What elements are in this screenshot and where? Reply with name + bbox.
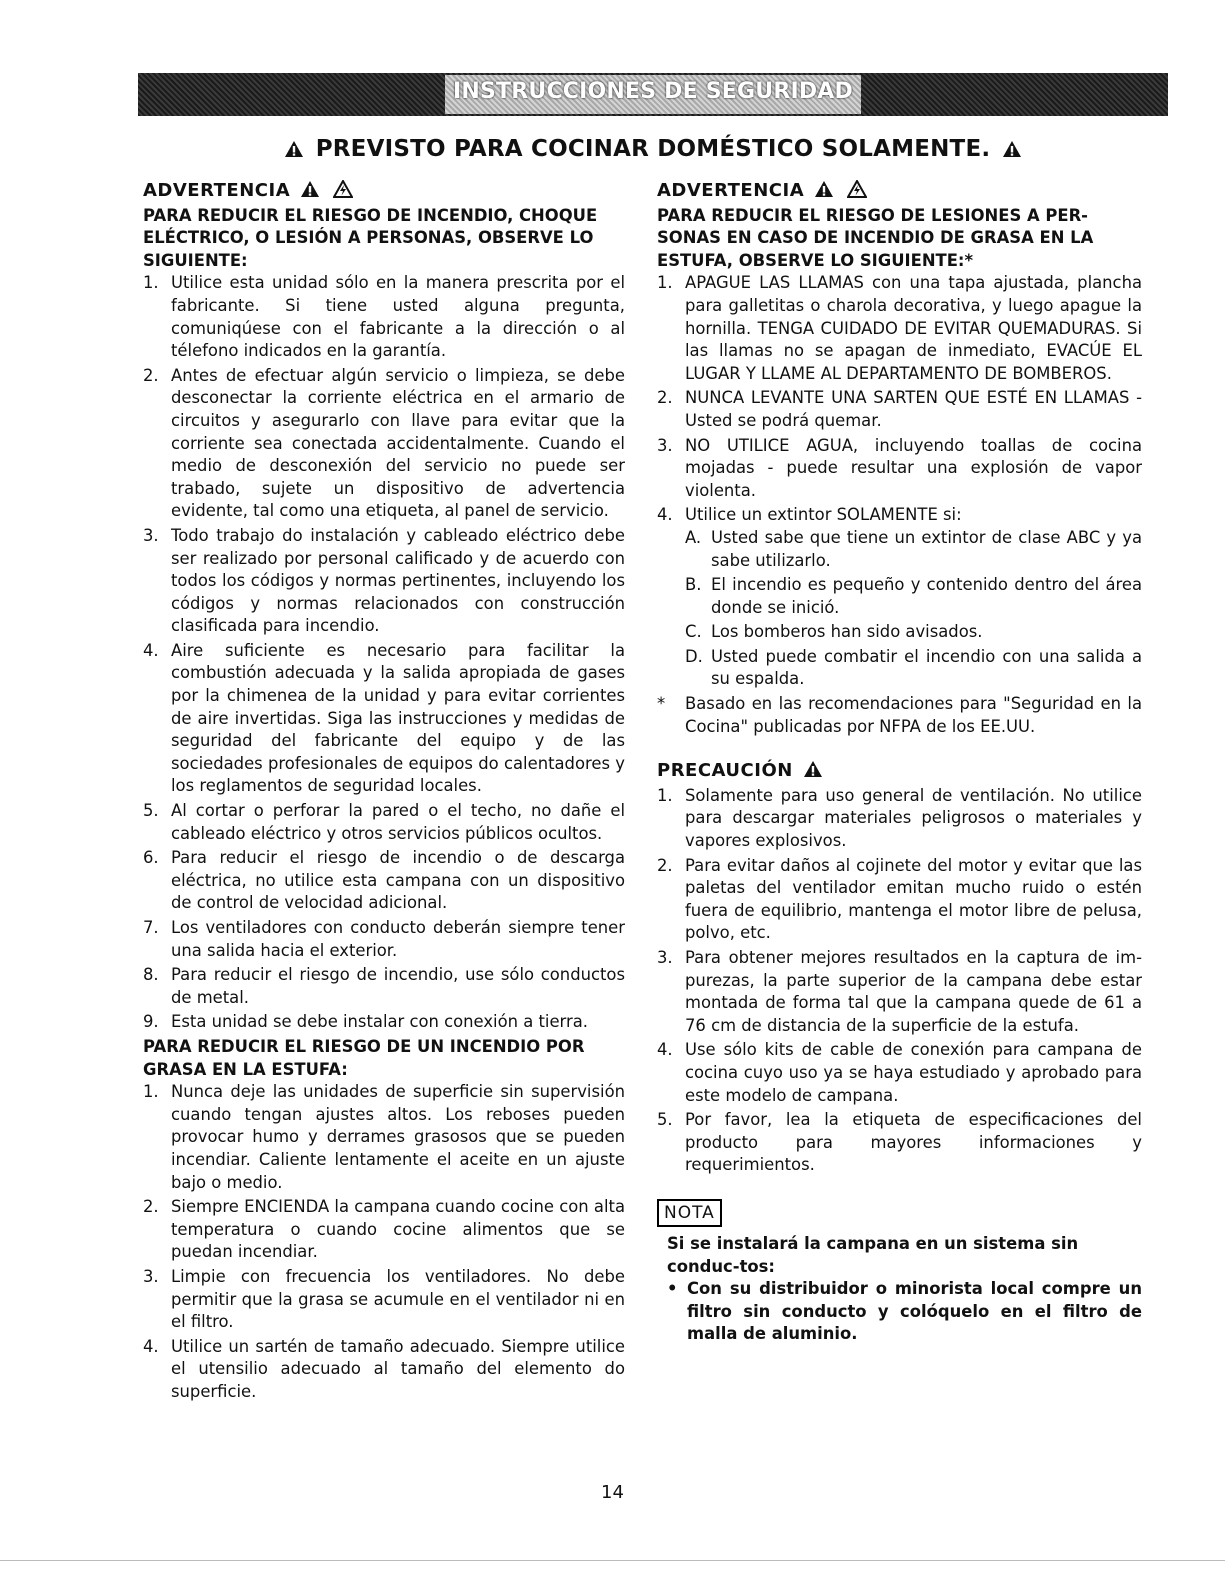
list-item: 9. Esta unidad se debe instalar con conexión a tierra. [143, 1012, 588, 1032]
list-item: 7. Los ventiladores con conducto deberán siempre tener una salida hacia el exterior. [143, 918, 625, 960]
electric-shock-triangle-icon [847, 180, 867, 198]
warning-list [143, 272, 625, 1034]
note-label: NOTA [657, 1199, 722, 1227]
list-item: 4. Aire suficiente es necesario para facilitar la combustión adecuada y la salida apropiada de gases por la chimenea de la unidad y para evitar corrientes de aire invertidas. Siga las instrucciones y medidas de seguridad del fabricante del equipo y de las sociedades profesionales de equipos do calentadores y los reglamentos de seguridad locales. [143, 640, 625, 796]
list-item: 1. Nunca deje las unidades de superficie sin supervisión cuando tengan ajustes altos. Los reboses pueden provocar humo y derrames grasosos que se pueden incendiar. Caliente lentamente el aceite en un ajuste bajo o medio. [143, 1082, 625, 1192]
list-item: 2. Siempre ENCIENDA la campana cuando cocine con alta temperatura o cuando cocine alimentos que se puedan incendiar. [143, 1197, 625, 1262]
list-item: 3. NO UTILICE AGUA, incluyendo toallas de cocina mojadas - puede resultar una explosión de vapor violenta. [657, 435, 1142, 500]
list-item: C. Los bomberos han sido avisados. [685, 622, 983, 642]
list-item: 5. Por favor, lea la etiqueta de especificaciones del producto para mayores informaciones y requerimientos. [657, 1110, 1142, 1175]
list-item: 2. Antes de efectuar algún servicio o limpieza, se debe desconectar la corriente eléctrica en el armario de circuitos y asegurarlo con llave para evitar que la corriente sea conectada accidentalmente. Cuando el medio de desconexión del servicio no puede ser trabado, sujete un dispositivo de advertencia evidente, tal como una etiqueta, al panel de servicio. [143, 365, 625, 521]
left-column [143, 176, 625, 1405]
list-item: 4. Utilice un extintor SOLAMENTE si: A. Usted sabe que tiene un extintor de clase ABC y ya sabe utilizarlo. B. El incendio es pequeño y contenido dentro del área donde se inició. C. Los bomberos han sido avisados. D. Usted puede combatir el incendio con una salida a su espalda. [657, 504, 1142, 691]
list-item: D. Usted puede combatir el incendio con una salida a su espalda. [685, 646, 1142, 689]
list-item: 5. Al cortar o perforar la pared o el techo, no dañe el cableado eléctrico y otros servicios públicos ocultos. [143, 801, 625, 843]
divider [0, 1560, 1225, 1561]
list-item: 6. Para reducir el riesgo de incendio o de descarga eléctrica, no utilice esta campana con un dispositivo de control de velocidad adicional. [143, 848, 625, 913]
note-list [657, 1278, 1142, 1346]
list-item: 2. NUNCA LEVANTE UNA SARTEN QUE ESTÉ EN LLAMAS - Usted se podrá quemar. [657, 388, 1142, 430]
list-item: 1. Solamente para uso general de ventilación. No utilice para descargar materiales peligrosos o materiales y vapores explosivos. [657, 785, 1142, 851]
subtitle-text: PREVISTO PARA COCINAR DOMÉSTICO SOLAMENTE. [315, 136, 991, 162]
warning-intro: PARA REDUCIR EL RIESGO DE LESIONES A PER-SONAS EN CASO DE INCENDIO DE GRASA EN LA ESTUFA, OBSERVE LO SIGUIENTE:* [657, 205, 1094, 270]
list-item: 4. Use sólo kits de cable de conexión para campana de cocina cuyo uso ya se haya estudiado y aprobado para este modelo de campana. [657, 1040, 1142, 1105]
grease-fire-heading: PARA REDUCIR EL RIESGO DE UN INCENDIO POR GRASA EN LA ESTUFA: [143, 1036, 585, 1079]
warning-triangle-icon [284, 140, 304, 158]
grease-fire-list [143, 1081, 625, 1403]
list-item: 1. Utilice esta unidad sólo en la manera prescrita por el fabricante. Si tiene usted alguna pregunta, comuniqúese con el fabricante a la dirección o al télefono indicados en la garantía. [143, 273, 625, 361]
page-title: INSTRUCCIONES DE SEGURIDAD [453, 79, 853, 104]
electric-shock-triangle-icon [333, 180, 353, 198]
warning-heading: ADVERTENCIA [143, 180, 625, 203]
caution-heading: PRECAUCIÓN [657, 760, 1142, 783]
warning-intro: PARA REDUCIR EL RIESGO DE INCENDIO, CHOQUE ELÉCTRICO, O LESIÓN A PERSONAS, OBSERVE LO SIGUIENTE: [143, 205, 598, 270]
list-item: B. El incendio es pequeño y contenido dentro del área donde se inició. [685, 575, 1142, 617]
header-banner [138, 73, 1168, 116]
warning-triangle-icon [300, 180, 320, 198]
warning-triangle-icon [814, 180, 834, 198]
list-item: 3. Limpie con frecuencia los ventiladores. No debe permitir que la grasa se acumule en el ventilador ni en el filtro. [143, 1266, 625, 1332]
warning-triangle-icon [1002, 140, 1022, 158]
page-number: 14 [601, 1482, 624, 1503]
list-item: 3. Para obtener mejores resultados en la captura de im-purezas, la parte superior de la campana debe estar montada de forma tal que la campana quede de 61 a 76 cm de distancia de la superficie de la estufa. [657, 948, 1142, 1035]
warning-triangle-icon [803, 760, 823, 778]
list-item: 8. Para reducir el riesgo de incendio, use sólo conductos de metal. [143, 965, 625, 1007]
subtitle [138, 136, 1168, 162]
list-item: 1. APAGUE LAS LLAMAS con una tapa ajustada, plancha para galletitas o charola decorativa, y luego apague la hornilla. TENGA CUIDADO DE EVITAR QUEMADURAS. Si las llamas no se apagan de inmediato, EVACÚE EL LUGAR Y LLAME AL DEPARTAMENTO DE BOMBEROS. [657, 273, 1142, 383]
footnote: * Basado en las recomendaciones para "Seguridad en la Cocina" publicadas por NFPA de los EE.UU. [657, 694, 1142, 736]
list-item: 2. Para evitar daños al cojinete del motor y evitar que las paletas del ventilador emitan mucho ruido o estén fuera de equilibrio, mantenga el motor libre de pelusa, polvo, etc. [657, 855, 1142, 943]
extinguisher-conditions [685, 527, 1142, 691]
warning-heading: ADVERTENCIA [657, 180, 1142, 203]
caution-list [657, 785, 1142, 1177]
list-item: • Con su distribuidor o minorista local compre un filtro sin conducto y colóquelo en el filtro de malla de aluminio. [667, 1279, 1142, 1344]
list-item: 4. Utilice un sartén de tamaño adecuado. Siempre utilice el utensilio adecuado al tamaño del elemento do superficie. [143, 1336, 625, 1401]
right-column [657, 176, 1142, 1348]
grease-fire-steps [657, 272, 1142, 738]
note-section [657, 1199, 1142, 1346]
note-intro: Si se instalará la campana en un sistema sin conduc-tos: [667, 1233, 1079, 1276]
list-item: A. Usted sabe que tiene un extintor de clase ABC y ya sabe utilizarlo. [685, 527, 1142, 570]
list-item: 3. Todo trabajo do instalación y cableado eléctrico debe ser realizado por personal calificado y de acuerdo con todos los códigos y normas pertinentes, incluyendo los códigos y normas relacionados con construcción clasificada para incendio. [143, 525, 625, 636]
